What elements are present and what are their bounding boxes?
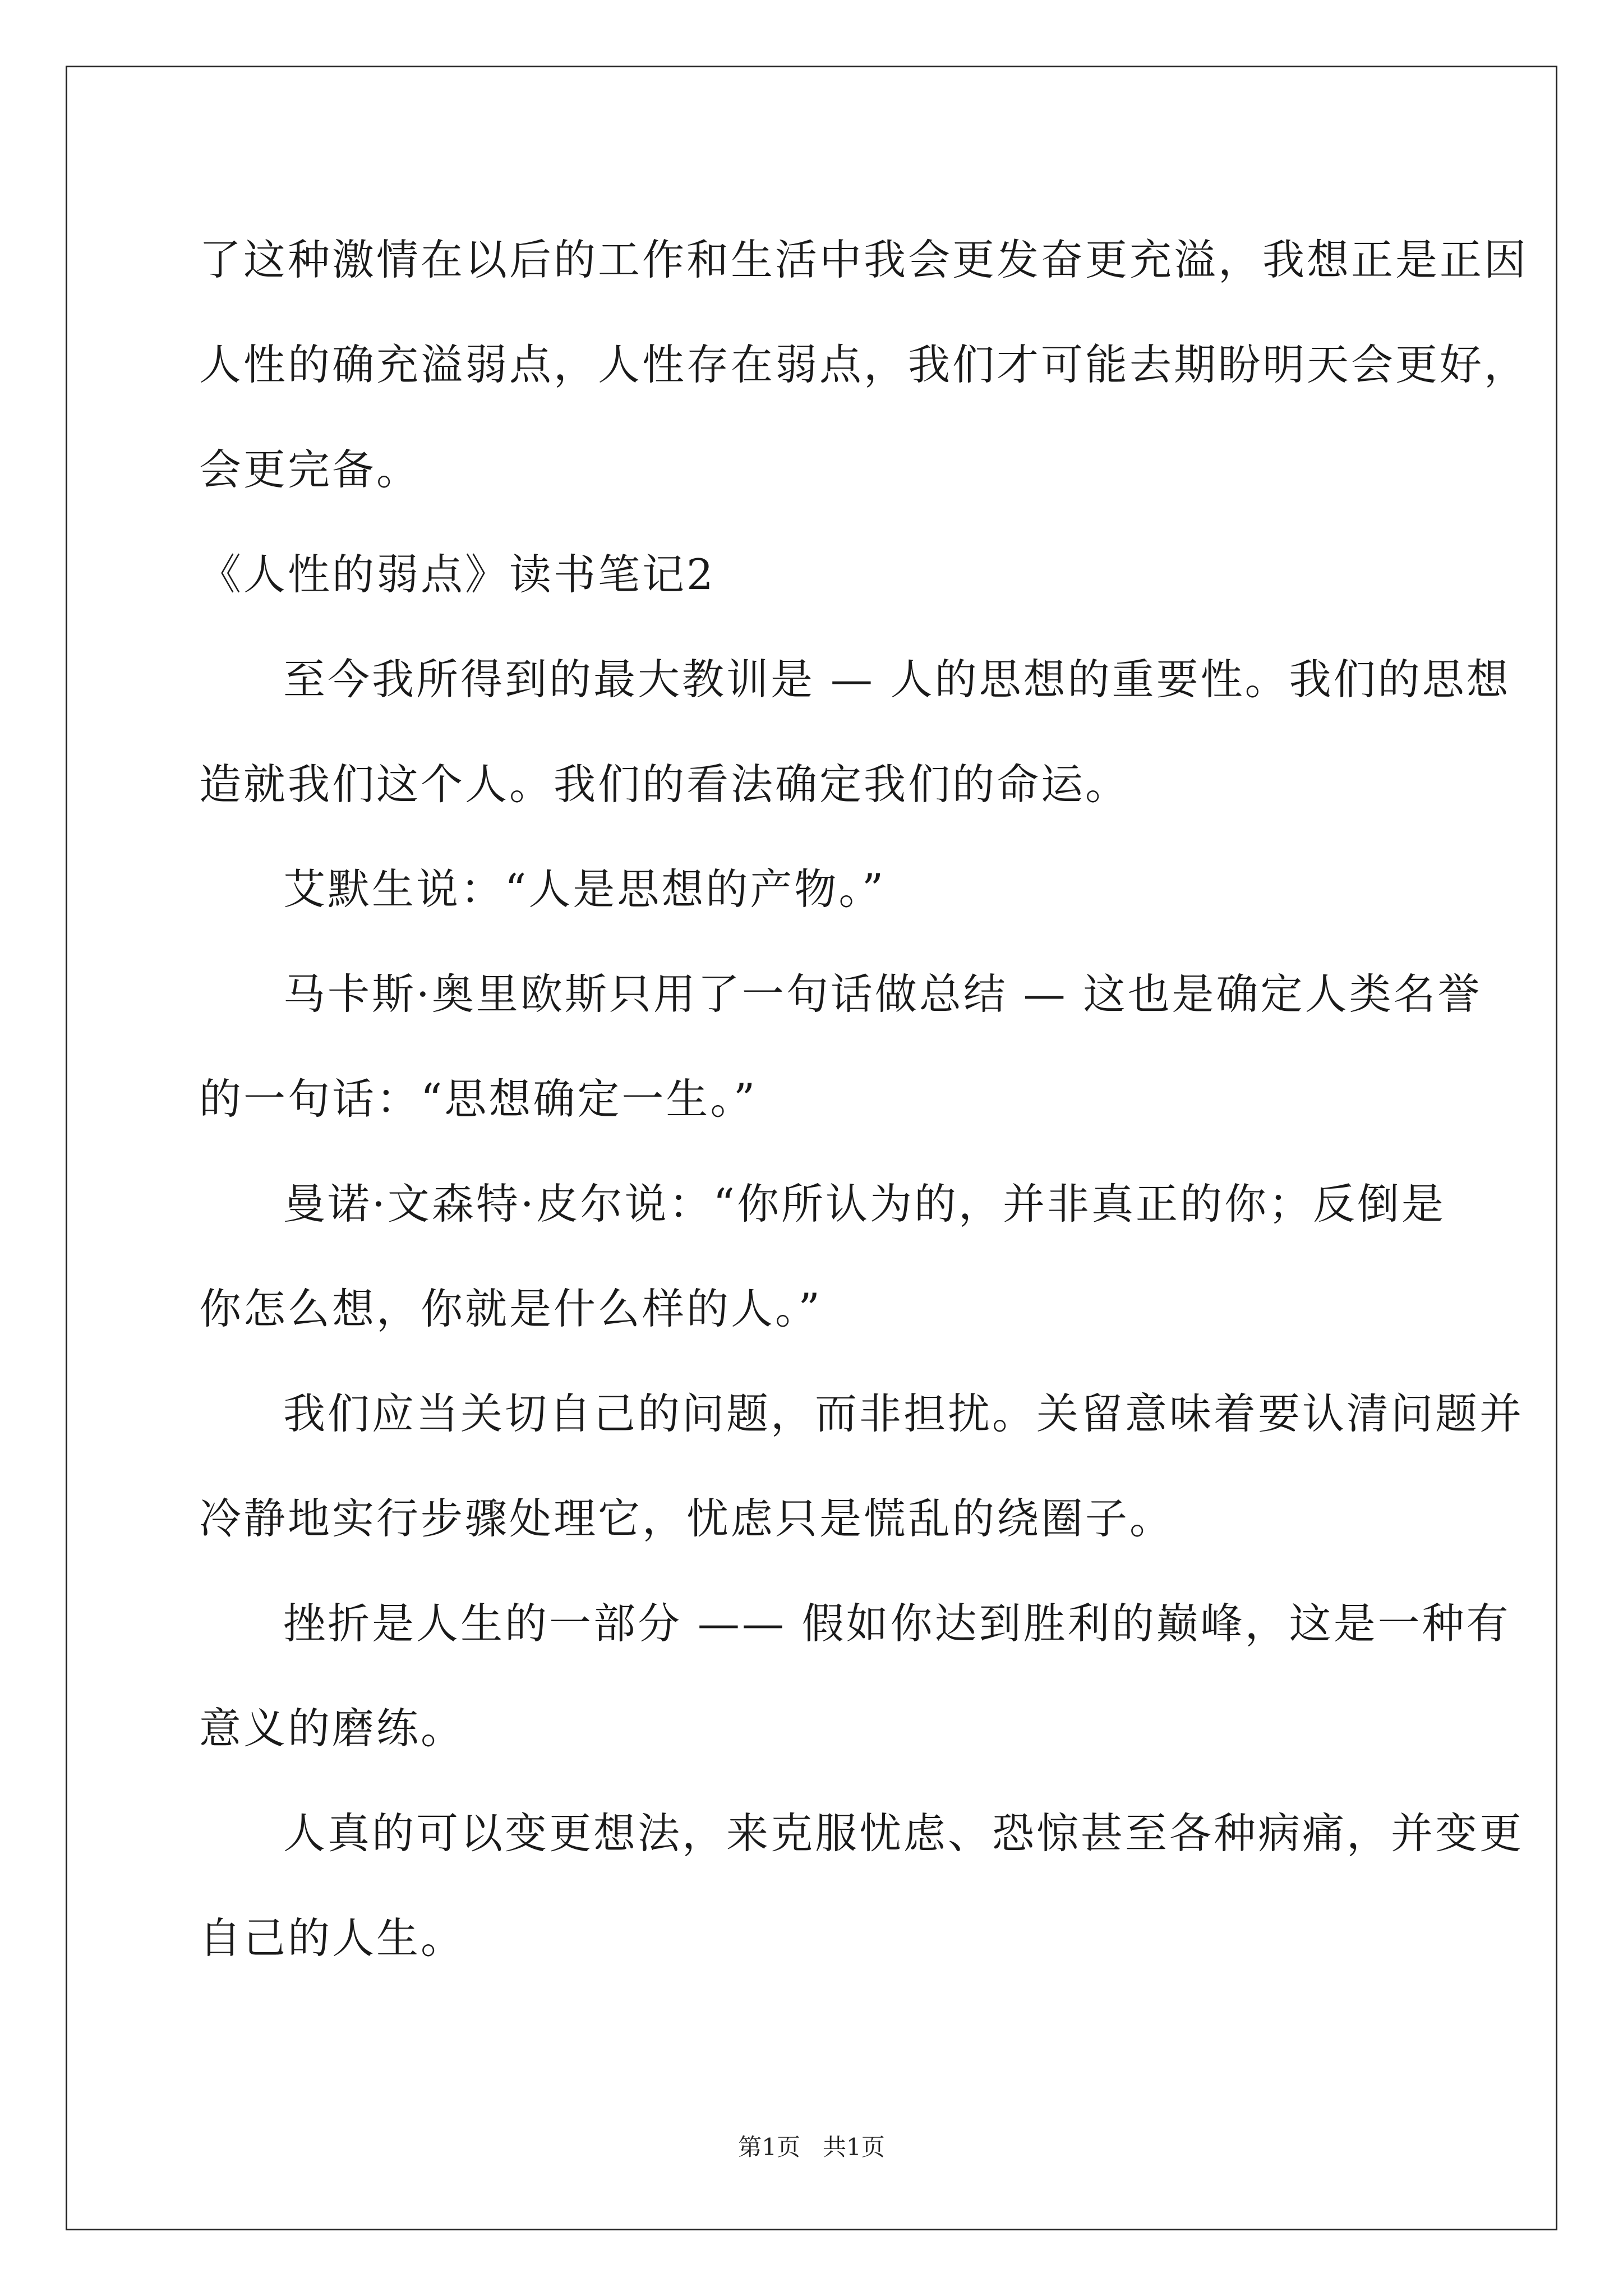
- text-line: 马卡斯·奥里欧斯只用了一句话做总结 — 这也是确定人类名誉: [283, 969, 1482, 1019]
- text-line: 意义的磨练。: [199, 1704, 465, 1753]
- text-line: 你怎么想，你就是什么样的人。”: [199, 1284, 822, 1333]
- page-total: 共1页: [823, 2133, 885, 2161]
- text-line: 挫折是人生的一部分 —— 假如你达到胜利的巅峰，这是一种有: [283, 1599, 1511, 1648]
- document-body: [199, 208, 1529, 1991]
- text-line: 人性的确充溢弱点，人性存在弱点，我们才可能去期盼明天会更好，: [199, 340, 1529, 389]
- text-line: 自己的人生。: [199, 1913, 465, 1963]
- text-line: 冷静地实行步骤处理它，忧虑只是慌乱的绕圈子。: [199, 1494, 1174, 1543]
- text-line: 造就我们这个人。我们的看法确定我们的命运。: [199, 760, 1130, 809]
- text-line: 艾默生说：“人是思想的产物。”: [283, 864, 886, 914]
- text-line: 人真的可以变更想法，来克服忧虑、恐惊甚至各种病痛，并变更: [283, 1809, 1524, 1858]
- page-footer: [0, 2131, 1623, 2164]
- text-line: 会更完备。: [199, 445, 421, 494]
- section-heading: 《人性的弱点》读书笔记2: [199, 550, 716, 599]
- text-line: 的一句话：“思想确定一生。”: [199, 1074, 758, 1124]
- text-line: 至今我所得到的最大教训是 — 人的思想的重要性。我们的思想: [283, 655, 1511, 704]
- text-line: 曼诺·文森特·皮尔说：“你所认为的，并非真正的你；反倒是: [283, 1179, 1446, 1228]
- text-line: 了这种激情在以后的工作和生活中我会更发奋更充溢，我想正是正因: [199, 235, 1529, 284]
- text-line: 我们应当关切自己的问题，而非担扰。关留意味着要认清问题并: [283, 1389, 1524, 1438]
- page-number: 第1页: [738, 2133, 800, 2161]
